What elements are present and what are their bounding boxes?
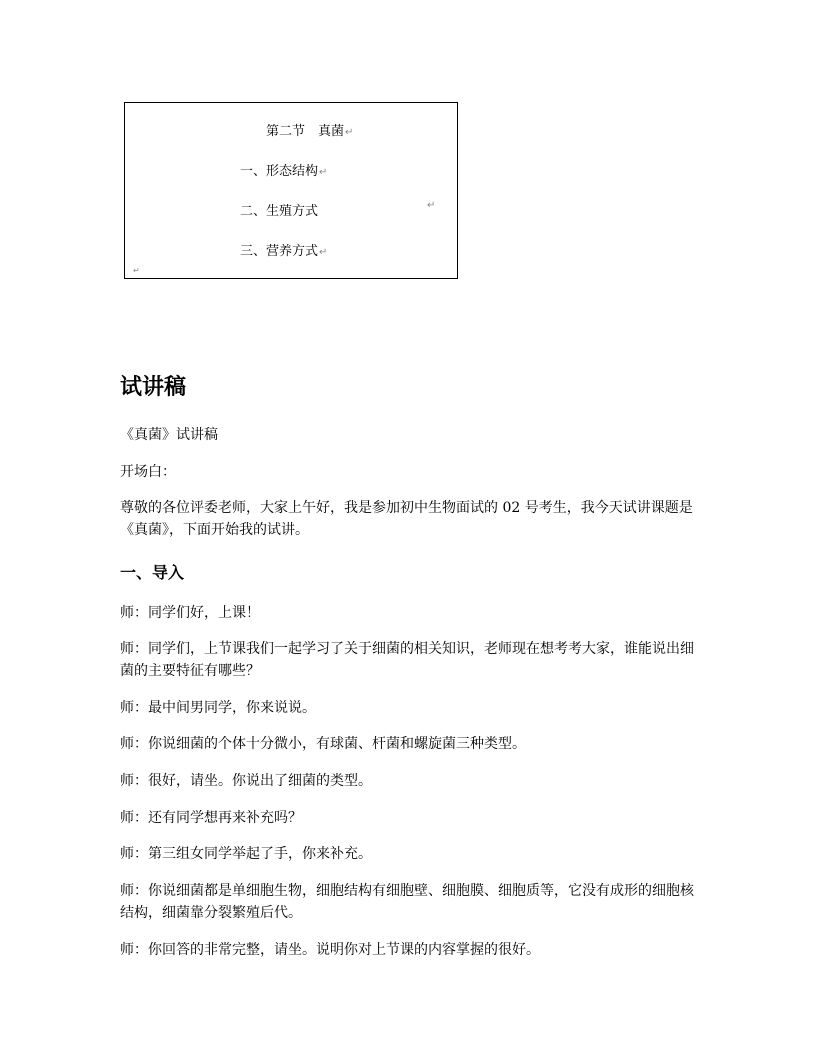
board-item-3-text: 三、营养方式 (240, 244, 319, 259)
paragraph: 师：第三组女同学举起了手，你来补充。 (120, 846, 372, 862)
paragraph: 师：你说细菌都是单细胞生物，细胞结构有细胞壁、细胞膜、细胞质等，它没有成形的细胞核结构，细菌靠分裂繁殖后代。 (120, 883, 694, 921)
paragraph: 师：很好，请坐。你说出了细菌的类型。 (120, 773, 372, 789)
document-subtitle: 《真菌》试讲稿 (120, 427, 218, 443)
opening-label: 开场白： (120, 464, 176, 480)
board-item-3 (240, 240, 327, 259)
paragraph: 师：还有同学想再来补充吗？ (120, 810, 302, 826)
return-mark-icon: ↵ (319, 167, 328, 178)
board-item-2 (240, 200, 318, 219)
paragraph: 师：你回答的非常完整，请坐。说明你对上节课的内容掌握的很好。 (120, 942, 540, 958)
board-item-2-text: 二、生殖方式 (240, 204, 319, 219)
opening-paragraph: 尊敬的各位评委老师，大家上午好，我是参加初中生物面试的 02 号考生，我今天试讲课题是《真菌》，下面开始我的试讲。 (120, 500, 693, 538)
board-item-1-text: 一、形态结构 (240, 164, 319, 179)
board-title-text: 第二节 真菌 (266, 124, 345, 139)
corner-mark-icon: ↵ (133, 266, 140, 275)
document-heading: 试讲稿 (120, 375, 187, 400)
paragraph: 师：最中间男同学，你来说说。 (120, 700, 316, 716)
section-heading-intro: 一、导入 (120, 563, 185, 582)
blackboard-design-box (124, 102, 458, 279)
paragraph: 师：同学们，上节课我们一起学习了关于细菌的相关知识，老师现在想考考大家，谁能说出细菌的主要特征有哪些？ (120, 641, 694, 679)
board-item-1 (240, 160, 327, 179)
return-mark-icon: ↵ (345, 127, 354, 138)
return-mark-icon: ↵ (319, 247, 328, 258)
paragraph: 师：同学们好，上课！ (120, 605, 260, 621)
return-mark-icon: ↵ (427, 200, 436, 211)
paragraph: 师：你说细菌的个体十分微小，有球菌、杆菌和螺旋菌三种类型。 (120, 736, 526, 752)
board-title (266, 120, 353, 139)
